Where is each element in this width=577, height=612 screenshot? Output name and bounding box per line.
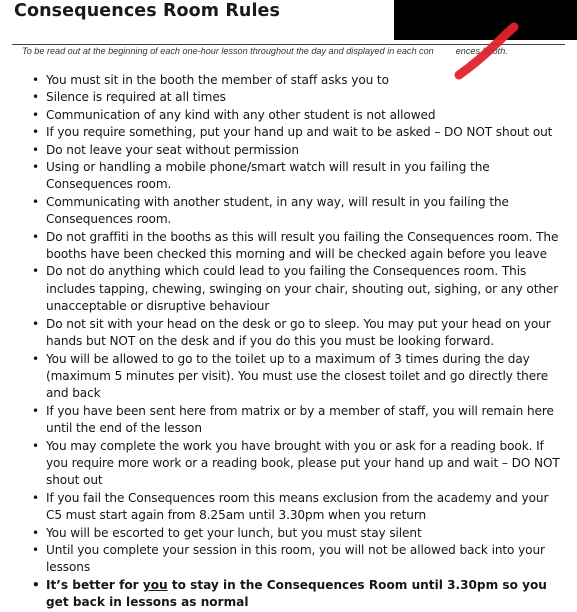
bullet-icon: •: [32, 194, 40, 209]
bullet-icon: •: [32, 490, 40, 505]
rule-text: Until you complete your session in this room, you will not be allowed back into your lessons: [46, 542, 545, 575]
bullet-icon: •: [32, 107, 40, 122]
rule-text: Silence is required at all times: [46, 90, 226, 105]
rule-item: [32, 542, 562, 577]
rule-text: You will be allowed to go to the toilet up to a maximum of 3 times during the day (maximum 5 minutes per visit). You must use the closest toilet and go directly there and back: [46, 351, 549, 401]
rule-item: [32, 124, 562, 141]
rule-item-final: [32, 577, 562, 612]
rule-item: [32, 194, 562, 229]
bullet-icon: •: [32, 403, 40, 418]
rule-text-underlined: you: [142, 577, 168, 592]
rule-item: [32, 229, 562, 264]
rule-text: If you have been sent here from matrix or by a member of staff, you will remain here until the end of the lesson: [46, 403, 554, 436]
rule-text: You must sit in the booth the member of staff asks you to: [46, 73, 389, 87]
rule-text: Communication of any kind with any other student is not allowed: [46, 107, 436, 122]
rule-text: Do not graffiti in the booths as this will result you failing the Consequences room. The booths have been checked this morning and will be checked again before you leave: [46, 229, 559, 262]
rule-item: [32, 89, 562, 106]
rule-item: [32, 159, 562, 194]
bullet-icon: •: [32, 73, 40, 87]
rule-text: Communicating with another student, in any way, will result in you failing the Consequences room.: [46, 194, 509, 227]
rule-item: [32, 142, 562, 159]
bullet-icon: •: [32, 438, 40, 453]
bullet-icon: •: [32, 351, 40, 366]
rule-item: [32, 263, 562, 315]
document-title: Consequences Room Rules: [14, 1, 281, 21]
intro-text-after: ences booth.: [455, 46, 508, 56]
rule-text: You will be escorted to get your lunch, but you must stay silent: [46, 525, 422, 540]
rule-item: [32, 351, 562, 403]
rule-item: [32, 403, 562, 438]
bullet-icon: •: [32, 577, 40, 592]
rules-list: [32, 72, 562, 612]
rule-text: Do not leave your seat without permission: [46, 142, 299, 157]
rule-text: Do not do anything which could lead to you failing the Consequences room. This includes tapping, chewing, swinging on your chair, shouting out, sighing, or any other unacceptable or disruptive behaviour: [46, 264, 559, 314]
redaction-box: [394, 0, 577, 40]
bullet-icon: •: [32, 264, 40, 279]
rule-text: Using or handling a mobile phone/smart watch will result in you failing the Consequences room.: [46, 160, 490, 192]
rule-item: [32, 316, 562, 351]
intro-text-before: To be read out at the beginning of each one-hour lesson throughout the day and displayed in each con: [22, 46, 434, 56]
bullet-icon: •: [32, 229, 40, 244]
rule-text: You may complete the work you have brought with you or ask for a reading book. If you require more work or a reading book, please put your hand up and wait – DO NOT shout out: [46, 438, 560, 488]
rule-item: [32, 438, 562, 490]
rule-item: [32, 490, 562, 525]
bullet-icon: •: [32, 316, 40, 331]
bullet-icon: •: [32, 525, 40, 540]
rule-text-before: It’s better for: [46, 577, 143, 592]
bullet-icon: •: [32, 160, 40, 175]
rule-text: If you require something, put your hand up and wait to be asked – DO NOT shout out: [46, 125, 553, 140]
rule-text: Do not sit with your head on the desk or go to sleep. You may put your head on your hands but NOT on the desk and if you do this you must be looking forward.: [46, 316, 551, 349]
bullet-icon: •: [32, 142, 40, 157]
bullet-icon: •: [32, 90, 40, 105]
rule-item: [32, 107, 562, 124]
rule-item: [32, 525, 562, 542]
bullet-icon: •: [32, 125, 40, 140]
rule-item: [32, 72, 562, 89]
bullet-icon: •: [32, 542, 40, 557]
intro-note: [22, 46, 508, 56]
title-divider: [12, 44, 565, 45]
rule-text: If you fail the Consequences room this means exclusion from the academy and your C5 must start again from 8.25am until 3.30pm when you return: [46, 490, 549, 523]
rule-text-after: to stay in the Consequences Room until 3.30pm so you get back in lessons as normal: [46, 577, 547, 610]
